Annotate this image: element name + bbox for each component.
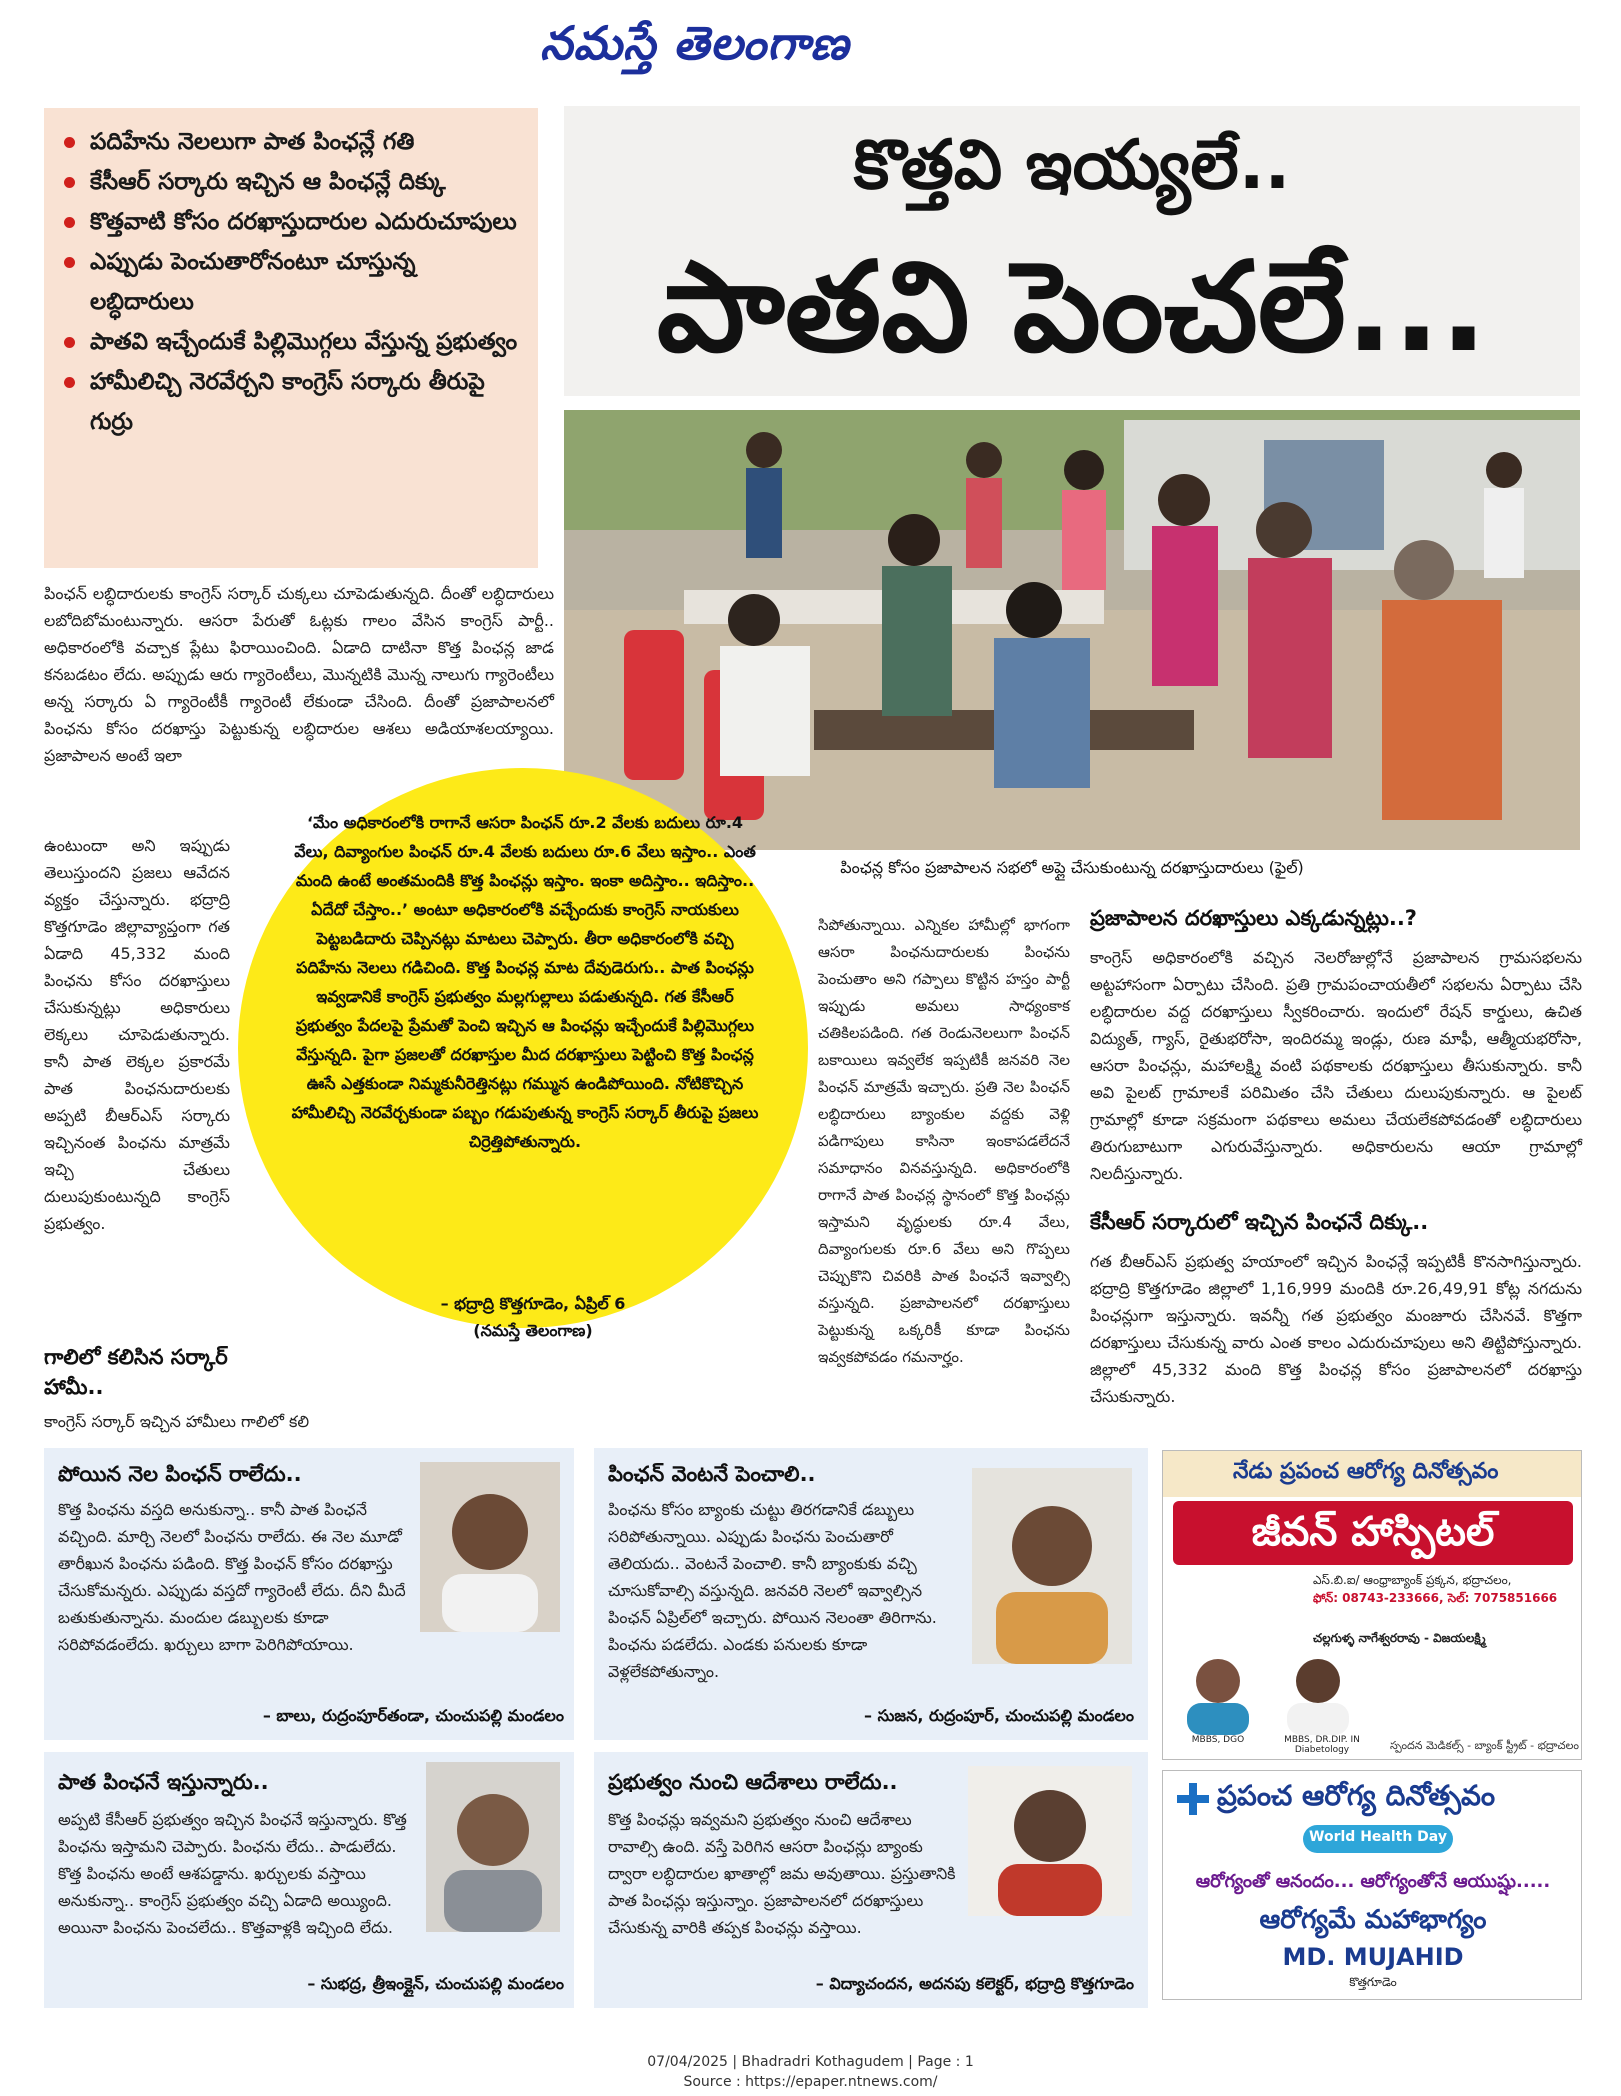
testimonial-text: కొత్త పింఛన్లు ఇవ్వమని ప్రభుత్వం నుంచి ఆదేశాలు రావాల్సి ఉంది. వస్తే పెరిగిన ఆసరా పింఛన్లు బ్యాంకు ద్వారా లబ్ధిదారుల ఖాతాల్లో జమ అవుతాయి. ప్రస్తుతానికి పాత పింఛన్లు ఇస్తున్నాం. ప్రజాపాలనలో దరఖాస్తులు చేసుకున్న వారికి తప్పక పింఛన్లు వస్తాయి.: [608, 1810, 956, 1937]
masthead-logo: నమస్తే తెలంగాణ: [540, 16, 850, 70]
footer-line1: 07/04/2025 | Bhadradri Kothagudem | Page : 1: [647, 2054, 974, 2070]
bullet-icon: [64, 217, 75, 228]
subhead-prajapalana: ప్రజాపాలన దరఖాస్తులు ఎక్కడున్నట్లు..?: [1090, 906, 1417, 930]
medical-caduceus-icon: [1173, 1779, 1213, 1819]
highlight-item: [64, 162, 522, 202]
portrait-illustration: [968, 1766, 1132, 1916]
highlights-box: [44, 108, 538, 568]
ad-world-health-day: [1162, 1770, 1582, 2000]
subhead-gaalilo: గాలిలో కలిసిన సర్కార్ హామీ..: [44, 1345, 228, 1399]
portrait-illustration: [420, 1462, 560, 1632]
article-col1-narrow: ఉంటుందా అని ఇప్పుడు తెలుస్తుందని ప్రజలు ఆవేదన వ్యక్తం చేస్తున్నారు. భద్రాద్రి కొత్తగూడెం జిల్లావ్యాప్తంగా గత ఏడాది 45,332 మంది పింఛను కోసం దరఖాస్తులు చేసుకున్నట్లు అధికారులు లెక్కలు చూపెడుతున్నారు. కానీ పాత లెక్కల ప్రకారమే పాత పింఛనుదారులకు అప్పటి బీఆర్ఎస్ సర్కారు ఇచ్చినంత పింఛను మాత్రమే ఇచ్చి చేతులు దులుపుకుంటున్నది కాంగ్రెస్ ప్రభుత్వం.: [44, 836, 230, 1233]
highlight-item: [64, 242, 522, 322]
doctor-photo-1: [1173, 1651, 1263, 1735]
ad-line3: చల్లగుళ్ళ నాగేశ్వరరావు - విజయలక్ష్మి: [1313, 1631, 1486, 1645]
testimonial-title: ప్రభుత్వం నుంచి ఆదేశాలు రాలేదు..: [608, 1770, 898, 1794]
ad-hospital-name: జీవన్ హాస్పిటల్: [1251, 1509, 1495, 1555]
article-col1-bottom: కాంగ్రెస్ సర్కార్ ఇచ్చిన హామీలు గాలిలో కలి: [44, 1412, 310, 1431]
bullet-icon: [64, 337, 75, 348]
ad-doctor1: MBBS, DGO: [1191, 1735, 1245, 1745]
highlight-item: [64, 202, 522, 242]
portrait-photo: [968, 1766, 1132, 1916]
testimonial-signature: – బాలు, రుద్రంపూర్‌తండా, చుంచుపల్లి మండలం: [262, 1706, 564, 1725]
highlight-text: పాతవి ఇచ్చేందుకే పిల్లిమొగ్గలు వేస్తున్న ప్రభుత్వం: [90, 329, 518, 355]
testimonial-text: పింఛను కోసం బ్యాంకు చుట్టు తిరగడానికే డబ్బులు సరిపోతున్నాయి. ఎప్పుడు పింఛను పెంచుతారో తెలియదు.. వెంటనే పెంచాలి. కానీ బ్యాంకుకు వచ్చి చూసుకోవాల్సి వస్తున్నది. జనవరి నెలలో ఇవ్వాల్సిన పింఛన్ ఏప్రిల్‌లో ఇచ్చారు. పోయిన నెలంతా తిరిగాను. పింఛను పడలేదు. ఎండకు పనులకు కూడా వెళ్లలేకపోతున్నాం.: [608, 1500, 937, 1681]
article-col2-text: సిపోతున్నాయి. ఎన్నికల హామీల్లో భాగంగా ఆసరా పింఛనుదారులకు పింఛను పెంచుతాం అని గప్పాలు కొట్టిన హస్తం పార్టీ ఇప్పుడు అమలు సాధ్యంకాక చతికిలపడింది. గత రెండునెలలుగా పింఛన్ బకాయిలు ఇవ్వలేక ఇప్పటికీ జనవరి నెల పింఛన్ మాత్రమే ఇచ్చారు. ప్రతి నెల పింఛన్ లబ్ధిదారులు బ్యాంకుల వద్దకు వెళ్లి పడిగాపులు కాసినా ఇంకాపడలేదనే సమాధానం వినవస్తున్నది. అధికారంలోకి రాగానే పాత పింఛన్ల స్థానంలో కొత్త పింఛన్లు ఇస్తామని వృద్ధులకు రూ.4 వేలు, దివ్యాంగులకు రూ.6 వేలు అని గొప్పలు చెప్పుకొని చివరికి పాత పింఛనే ఇవ్వాల్సి వస్తున్నది. ప్రజాపాలనలో దరఖాస్తులు పెట్టుకున్న ఒక్కరికీ కూడా పింఛను ఇవ్వకపోవడం గమనార్హం.: [818, 916, 1070, 1366]
highlight-text: కేసీఆర్ సర్కారు ఇచ్చిన ఆ పింఛన్లే దిక్కు: [90, 169, 446, 195]
portrait-photo: [972, 1468, 1132, 1664]
testimonial-signature: – విద్యాచందన, అదనపు కలెక్టర్, భద్రాద్రి కొత్తగూడెం: [815, 1974, 1134, 1993]
highlight-text: కొత్తవాటి కోసం దరఖాస్తుదారుల ఎదురుచూపులు: [90, 209, 517, 235]
testimonial-title: పోయిన నెల పింఛన్ రాలేదు..: [58, 1462, 302, 1486]
headline-line-2: పాతవి పెంచలే...: [656, 236, 1488, 380]
testimonial-panel-2: [594, 1448, 1148, 1740]
testimonial-text: కొత్త పింఛను వస్తది అనుకున్నా.. కానీ పాత పింఛనే వచ్చింది. మార్చి నెలలో పింఛను రాలేదు. ఈ నెల మూడో తారీఖున పింఛను పడింది. కొత్త పింఛన్ కోసం దరఖాస్తు చేసుకోమన్నరు. ఎప్పుడు వస్తదో గ్యారెంటీ లేదు. దీని మీదే బతుకుతున్నాను. మందుల డబ్బులకు కూడా సరిపోవడంలేదు. ఖర్చులు బాగా పెరిగిపోయాయి.: [58, 1500, 406, 1654]
ad-top-line: నేడు ప్రపంచ ఆరోగ్య దినోత్సవం: [1233, 1459, 1499, 1484]
ad2-place: కొత్తగూడెం: [1349, 1975, 1397, 1989]
photo-illustration: [564, 410, 1580, 850]
article-col3a: కాంగ్రెస్ అధికారంలోకి వచ్చిన నెలరోజుల్లోనే ప్రజాపాలన గ్రామసభలను అట్టహాసంగా ఏర్పాటు చేసింది. ప్రతి గ్రామపంచాయతీలో సభలను ఏర్పాటు చేసి లబ్ధిదారుల వద్ద దరఖాస్తులు స్వీకరించారు. ఇందులో రేషన్ కార్డులు, ఉచిత విద్యుత్, గ్యాస్, రైతుభరోసా, ఇందిరమ్మ ఇండ్లు, రుణ మాఫీ, ఆత్మీయభరోసా, ఆసరా పింఛన్లు, మహాలక్ష్మి వంటి పథకాలకు దరఖాస్తులు తీసుకున్నారు. కానీ అవి పైలట్ గ్రామాలకే పరిమితం చేసి చేతులు దులుపుకున్నారు. ఆ పైలట్ గ్రామాల్లో కూడా సక్రమంగా పథకాలు అమలు చేయలేకపోవడంతో లబ్ధిదారులు తిరుగుబాటుగా ఎగురువేస్తున్నారు. అధికారులను ఆయా గ్రామాల్లో నిలదీస్తున్నారు.: [1090, 948, 1582, 1183]
doctor-photo-2: [1273, 1651, 1363, 1735]
testimonial-title: పాత పింఛనే ఇస్తున్నారు..: [58, 1770, 269, 1794]
bullet-icon: [64, 257, 75, 268]
bullet-icon: [64, 137, 75, 148]
highlight-text: ఎప్పుడు పెంచుతారోనంటూ చూస్తున్న లబ్ధిదారులు: [90, 249, 416, 315]
bullet-icon: [64, 377, 75, 388]
testimonial-signature: – సుజన, రుద్రంపూర్, చుంచుపల్లి మండలం: [864, 1706, 1134, 1725]
quote-dateline: [348, 1290, 718, 1344]
highlight-text: హామీలిచ్చి నెరవేర్చని కాంగ్రెస్ సర్కారు తీరుపై గుర్రు: [90, 369, 485, 435]
highlight-item: [64, 322, 522, 362]
article-col1-top: పింఛన్ లబ్ధిదారులకు కాంగ్రెస్ సర్కార్ చుక్కలు చూపెడుతున్నది. దీంతో లబ్ధిదారులు లబోదిబోమంటున్నారు. ఆసరా పేరుతో ఓట్లకు గాలం వేసిన కాంగ్రెస్ పార్టీ.. అధికారంలోకి వచ్చాక ప్లేటు ఫిరాయించింది. ఏడాది దాటినా కొత్త పింఛన్ల జాడ కనబడటం లేదు. అప్పుడు ఆరు గ్యారెంటీలు, మొన్నటికి మొన్న నాలుగు గ్యారెంటీలు అన్న సర్కారు ఏ గ్యారెంటీకీ గ్యారెంటీ లేకుండా చేసింది. దీంతో ప్రజాపాలనలో పింఛను కోసం దరఖాస్తు పెట్టుకున్న లబ్ధిదారుల ఆశలు అడియాశలయ్యాయి. ప్రజాపాలన అంటే ఇలా: [44, 584, 554, 765]
testimonial-text: అప్పటి కేసీఆర్ ప్రభుత్వం ఇచ్చిన పింఛనే ఇస్తున్నారు. కొత్త పింఛను ఇస్తామని చెప్పారు. పింఛను లేదు.. పాడులేదు. కొత్త పింఛను అంటే ఆశపడ్డాను. ఖర్చులకు వస్తాయి అనుకున్నా.. కాంగ్రెస్ ప్రభుత్వం వచ్చి ఏడాది అయ్యింది. అయినా పింఛను పెంచలేదు.. కొత్తవాళ్లకి ఇచ్చింది లేదు.: [58, 1810, 407, 1937]
portrait-illustration: [972, 1468, 1132, 1664]
ad-address: ఎస్.బి.ఐ/ ఆంధ్రాబ్యాంక్ ప్రక్కన, భద్రాచలం,: [1313, 1573, 1512, 1587]
testimonial-panel-1: [44, 1448, 574, 1740]
testimonial-panel-4: [594, 1752, 1148, 2008]
page-footer: [0, 2052, 1621, 2092]
highlight-item: [64, 362, 522, 442]
dateline-text: – భద్రాద్రి కొత్తగూడెం, ఏప్రిల్ 6: [440, 1294, 626, 1313]
testimonial-title: పింఛన్ వెంటనే పెంచాలి..: [608, 1462, 816, 1486]
ad2-badge: World Health Day: [1309, 1829, 1447, 1845]
headline-box: [564, 106, 1580, 396]
photo-caption: పింఛన్ల కోసం ప్రజాపాలన సభలో అప్లై చేసుకుంటున్న దరఖాస్తుదారులు (ఫైల్): [840, 858, 1304, 877]
quote-text: ‘మేం అధికారంలోకి రాగానే ఆసరా పింఛన్ రూ.2 వేలకు బదులు రూ.4 వేలు, దివ్యాంగుల పింఛన్ రూ.4 వేలకు బదులు రూ.6 వేలు ఇస్తాం.. ఎంత మంది ఉంటే అంతమందికి కొత్త పింఛన్లు ఇస్తాం. ఇంకా అదిస్తాం.. ఇదిస్తాం.. ఏదేదో చేస్తాం..’ అంటూ అధికారంలోకి వచ్చేందుకు కాంగ్రెస్ నాయకులు పెట్టబడిదారు చెప్పినట్లు మాటలు చెప్పారు. తీరా అధికారంలోకి వచ్చి పదిహేను నెలలు గడిచింది. కొత్త పింఛన్ల మాట దేవుడెరుగు.. పాత పింఛన్లు ఇవ్వడానికే కాంగ్రెస్ ప్రభుత్వం మల్లగుల్లాలు పడుతున్నది. గత కేసీఆర్ ప్రభుత్వం పేదలపై ప్రేమతో పెంచి ఇచ్చిన ఆ పింఛన్లు ఇచ్చేందుకే పిల్లిమొగ్గలు వేస్తున్నది. పైగా ప్రజలతో దరఖాస్తుల మీద దరఖాస్తులు పెట్టించి కొత్త పింఛన్ల ఊసే ఎత్తకుండా నిమ్మకునీరెత్తినట్లు గమ్మున ఉండిపోయింది. నోటికొచ్చిన హామీలిచ్చి నెరవేర్చకుండా పబ్బం గడుపుతున్న కాంగ్రెస్ సర్కార్ తీరుపై ప్రజలు చిర్రెత్తిపోతున్నారు.: [291, 813, 759, 1151]
highlight-item: [64, 122, 522, 162]
ad-phone: ఫోన్: 08743-233666, సెల్: 7075851666: [1313, 1591, 1558, 1605]
subhead-kcr: కేసీఆర్ సర్కారులో ఇచ్చిన పింఛనే దిక్కు..: [1090, 1210, 1429, 1234]
testimonial-signature: – సుభద్ర, త్రీఇంక్లైన్, చుంచుపల్లి మండలం: [307, 1974, 564, 1993]
ad2-name: MD. MUJAHID: [1282, 1943, 1464, 1971]
news-photo: [564, 410, 1580, 850]
ad-jeevan-hospital: [1162, 1450, 1582, 1760]
portrait-photo: [426, 1762, 560, 1932]
highlight-text: పదిహేను నెలలుగా పాత పింఛన్లే గతి: [90, 129, 415, 155]
source-text: (నమస్తే తెలంగాణ): [473, 1321, 593, 1340]
ad2-slogan2: ఆరోగ్యమే మహాభాగ్యం: [1259, 1905, 1487, 1935]
article-col3b: గత బీఆర్ఎస్ ప్రభుత్వ హయాంలో ఇచ్చిన పింఛన్లే ఇప్పటికీ కొనసాగిస్తున్నారు. భద్రాద్రి కొత్తగూడెం జిల్లాలో 1,16,999 మందికి రూ.26,49,91 కోట్ల నగదును పింఛన్లుగా ఇస్తున్నారు. ఇవన్నీ గత ప్రభుత్వం మంజూరు చేసినవే. కొత్తగా దరఖాస్తులు చేసుకున్న వారు ఎంత కాలం ఎదురుచూపులు అని తిట్టిపోస్తున్నారు. జిల్లాలో 45,332 మంది కొత్త పింఛన్ల కోసం ప్రజాపాలనలో దరఖాస్తు చేసుకున్నారు.: [1090, 1252, 1582, 1406]
ad2-title: ప్రపంచ ఆరోగ్య దినోత్సవం: [1217, 1779, 1496, 1812]
ad-footer: స్పందన మెడికల్స్ - బ్యాంక్ స్ట్రీట్ - భద్రాచలం: [1390, 1739, 1579, 1752]
portrait-illustration: [426, 1762, 560, 1932]
footer-source: Source : https://epaper.ntnews.com/: [683, 2074, 938, 2090]
bullet-icon: [64, 177, 75, 188]
ad2-slogan1: ఆరోగ్యంతో ఆనందం... ఆరోగ్యంతోనే ఆయుష్షు.....: [1195, 1871, 1551, 1892]
ad-doctor2: MBBS, DR.DIP. IN Diabetology: [1284, 1735, 1360, 1755]
testimonial-panel-3: [44, 1752, 574, 2008]
portrait-photo: [420, 1462, 560, 1632]
headline-line-1: కొత్తవి ఇయ్యలే..: [853, 126, 1291, 205]
